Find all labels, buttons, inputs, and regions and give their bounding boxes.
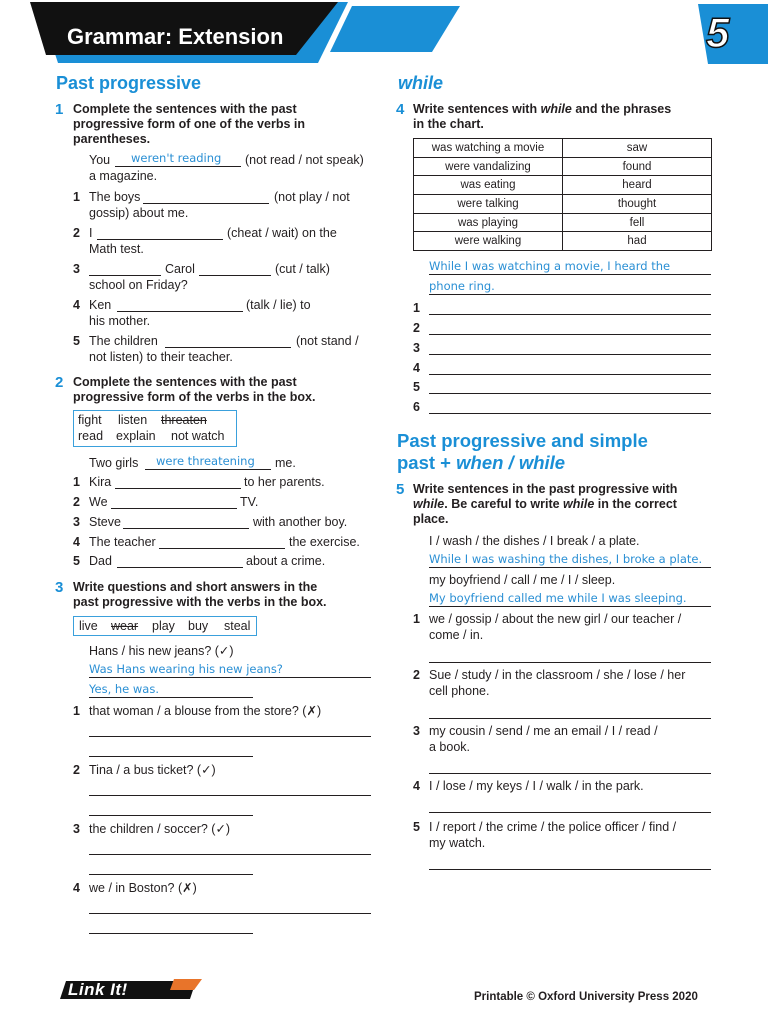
section-title-past-progressive-simple: Past progressive and simple (397, 430, 648, 451)
item-number: 4 (413, 361, 420, 375)
instruction-line (413, 497, 677, 513)
item-text: (not play / not (274, 190, 350, 204)
instruction-emphasis: while (413, 497, 445, 511)
table-cell: fell (563, 213, 712, 232)
item-text: Dad (89, 554, 112, 568)
table-cell: were vandalizing (414, 157, 563, 176)
table-cell: thought (563, 195, 712, 214)
instruction-line: parentheses. (73, 132, 151, 146)
answer-line[interactable] (145, 469, 271, 470)
word-box-item: live (79, 619, 98, 633)
item-number: 5 (73, 554, 80, 568)
table-cell: heard (563, 176, 712, 195)
table-row (414, 176, 712, 195)
item-number: 5 (413, 820, 420, 834)
exercise-number: 5 (396, 481, 405, 498)
item-text: we / gossip / about the new girl / our teacher / (429, 612, 682, 626)
item-number: 3 (73, 262, 80, 276)
table-row (414, 195, 712, 214)
exercise-number: 3 (55, 579, 64, 596)
item-text: The teacher (89, 535, 156, 549)
word-box-item: fight (78, 413, 102, 427)
word-box-item-used: wear (111, 619, 139, 633)
answer-line[interactable] (89, 697, 253, 698)
instruction-line: progressive form of the verbs in the box. (73, 390, 316, 404)
answer-line[interactable] (89, 874, 253, 875)
item-text: Ken (89, 298, 112, 312)
item-text: gossip) about me. (89, 206, 189, 220)
item-text: The boys (89, 190, 141, 204)
example-text: Two girls (89, 456, 139, 470)
item-number: 6 (413, 400, 420, 414)
item-text: I / report / the crime / the police officer / find / (429, 820, 677, 834)
item-number: 3 (73, 822, 80, 836)
answer-line[interactable] (429, 606, 711, 607)
item-text: to her parents. (244, 475, 325, 489)
item-number: 3 (413, 724, 420, 738)
item-number: 4 (73, 535, 80, 549)
item-number: 4 (73, 298, 80, 312)
item-number: 4 (413, 779, 420, 793)
example-answer: While I was watching a movie, I heard the (429, 259, 671, 273)
word-box (73, 616, 257, 636)
item-number: 5 (73, 334, 80, 348)
item-text: about a crime. (246, 554, 326, 568)
item-text: Carol (165, 262, 195, 276)
word-box-item: steal (224, 619, 251, 633)
item-number: 2 (73, 495, 80, 509)
example-answer: My boyfriend called me while I was sleeping. (429, 591, 687, 605)
example-text: I / wash / the dishes / I break / a plate. (429, 534, 640, 548)
example-answer: phone ring. (429, 279, 495, 293)
table-cell: was playing (414, 213, 563, 232)
item-text: Math test. (89, 242, 144, 256)
instruction-text: . Be careful to write (444, 497, 564, 511)
answer-line[interactable] (429, 718, 711, 719)
answer-line[interactable] (429, 812, 711, 813)
table-row (414, 232, 712, 251)
answer-line[interactable] (159, 548, 285, 549)
table-row (414, 139, 712, 158)
item-number: 2 (73, 226, 80, 240)
answer-line[interactable] (199, 275, 271, 276)
answer-line[interactable] (429, 294, 711, 295)
answer-line[interactable] (89, 815, 253, 816)
instruction-line: progressive form of one of the verbs in (73, 117, 305, 131)
instruction-line: Write sentences in the past progressive with (413, 482, 678, 496)
example-text: Hans / his new jeans? (✓) (89, 644, 234, 658)
answer-line[interactable] (429, 314, 711, 315)
instruction-text: and the phrases (571, 102, 672, 116)
example-answer: weren't reading (131, 151, 222, 165)
example-text: a magazine. (89, 169, 158, 183)
instruction-text: Write sentences with (413, 102, 541, 116)
item-text: my watch. (429, 836, 486, 850)
answer-line[interactable] (429, 413, 711, 414)
item-number: 2 (413, 321, 420, 335)
item-text: my cousin / send / me an email / I / read / (429, 724, 658, 738)
example-answer: Yes, he was. (89, 682, 159, 696)
answer-line[interactable] (429, 334, 711, 335)
answer-line[interactable] (117, 311, 243, 312)
table-cell: were walking (414, 232, 563, 251)
item-text: We (89, 495, 108, 509)
item-text: Steve (89, 515, 121, 529)
table-cell: found (563, 157, 712, 176)
instruction-text: in the correct (594, 497, 677, 511)
item-number: 3 (413, 341, 420, 355)
item-text: a book. (429, 740, 471, 754)
item-text: I (89, 226, 93, 240)
item-text: (talk / lie) to (246, 298, 311, 312)
item-number: 4 (73, 881, 80, 895)
item-text: (not stand / (296, 334, 359, 348)
section-title-line2 (397, 452, 565, 474)
item-number: 1 (413, 612, 420, 626)
instruction-line: past progressive with the verbs in the box. (73, 595, 327, 609)
logo-text: Link It! (68, 980, 128, 999)
item-text: TV. (240, 495, 259, 509)
answer-line[interactable] (429, 662, 711, 663)
answer-line[interactable] (429, 393, 711, 394)
answer-line[interactable] (429, 773, 711, 774)
answer-line[interactable] (89, 677, 371, 678)
exercise-number: 1 (55, 101, 64, 118)
example-answer: While I was washing the dishes, I broke a plate. (429, 552, 703, 566)
item-text: the children / soccer? (✓) (89, 822, 231, 836)
instruction-line: Write questions and short answers in the (73, 580, 318, 594)
example-text: You (89, 153, 111, 167)
table-cell: was watching a movie (414, 139, 563, 158)
word-box-item: buy (188, 619, 209, 633)
answer-line[interactable] (89, 275, 161, 276)
answer-line[interactable] (429, 869, 711, 870)
answer-line[interactable] (115, 166, 241, 167)
item-text: cell phone. (429, 684, 490, 698)
header-title: Grammar: Extension (67, 24, 284, 49)
item-text: I / lose / my keys / I / walk / in the park. (429, 779, 644, 793)
item-number: 2 (73, 763, 80, 777)
instruction-emphasis: while (540, 102, 572, 116)
word-box (73, 410, 237, 447)
word-box-item: explain (116, 429, 156, 443)
answer-line[interactable] (97, 239, 223, 240)
word-box-item: not watch (171, 429, 225, 443)
answer-line[interactable] (111, 508, 237, 509)
answer-line[interactable] (429, 567, 711, 568)
item-number: 1 (73, 190, 80, 204)
table-row (414, 213, 712, 232)
example-text: my boyfriend / call / me / I / sleep. (429, 573, 616, 587)
table-cell: saw (563, 139, 712, 158)
answer-line[interactable] (429, 274, 711, 275)
item-text: school on Friday? (89, 278, 188, 292)
word-box-item: play (152, 619, 175, 633)
item-number: 1 (73, 704, 80, 718)
instruction-line (413, 102, 671, 118)
answer-line[interactable] (89, 736, 371, 737)
item-number: 5 (413, 380, 420, 394)
item-text: we / in Boston? (✗) (89, 881, 197, 895)
answer-line[interactable] (115, 488, 241, 489)
table-cell: was eating (414, 176, 563, 195)
item-text: Tina / a bus ticket? (✓) (89, 763, 216, 777)
item-number: 3 (73, 515, 80, 529)
answer-line[interactable] (89, 854, 371, 855)
item-number: 1 (413, 301, 420, 315)
example-answer: were threatening (156, 454, 255, 468)
item-text: (cut / talk) (275, 262, 330, 276)
answer-line[interactable] (89, 913, 371, 914)
exercise-number: 2 (55, 374, 64, 391)
answer-line[interactable] (123, 528, 249, 529)
answer-line[interactable] (429, 374, 711, 375)
answer-line[interactable] (89, 795, 371, 796)
word-box-item: listen (118, 413, 148, 427)
instruction-emphasis: while (563, 497, 595, 511)
item-text: his mother. (89, 314, 151, 328)
instruction-line: place. (413, 512, 449, 526)
section-title-past-progressive: Past progressive (56, 73, 202, 93)
item-number: 1 (73, 475, 80, 489)
example-text: (not read / not speak) (245, 153, 364, 167)
instruction-line: Complete the sentences with the past (73, 375, 297, 389)
word-box-item-used: threaten (161, 413, 207, 427)
item-text: Kira (89, 475, 112, 489)
table-row (414, 157, 712, 176)
section-title-text: past + (397, 452, 457, 473)
phrase-chart (413, 138, 712, 251)
instruction-line: in the chart. (413, 117, 484, 131)
copyright-text: Printable © Oxford University Press 2020 (474, 991, 698, 1003)
example-answer: Was Hans wearing his new jeans? (89, 662, 283, 676)
table-cell: were talking (414, 195, 563, 214)
answer-line[interactable] (165, 347, 291, 348)
item-number: 2 (413, 668, 420, 682)
unit-number: 5 (706, 9, 730, 56)
instruction-line: Complete the sentences with the past (73, 102, 297, 116)
example-text: me. (275, 456, 296, 470)
item-text: come / in. (429, 628, 484, 642)
item-text: not listen) to their teacher. (89, 350, 233, 364)
item-text: (cheat / wait) on the (227, 226, 337, 240)
item-text: Sue / study / in the classroom / she / lose / her (429, 668, 686, 682)
table-cell: had (563, 232, 712, 251)
answer-line[interactable] (429, 354, 711, 355)
word-box-item: read (78, 429, 104, 443)
item-text: the exercise. (289, 535, 360, 549)
item-text: that woman / a blouse from the store? (✗) (89, 704, 322, 718)
exercise-number: 4 (396, 101, 405, 118)
answer-line[interactable] (89, 756, 253, 757)
item-text: with another boy. (253, 515, 348, 529)
answer-line[interactable] (143, 203, 269, 204)
item-text: The children (89, 334, 158, 348)
section-title-while: while (398, 73, 444, 93)
answer-line[interactable] (89, 933, 253, 934)
answer-line[interactable] (117, 567, 243, 568)
section-title-emphasis: when / while (456, 452, 566, 473)
